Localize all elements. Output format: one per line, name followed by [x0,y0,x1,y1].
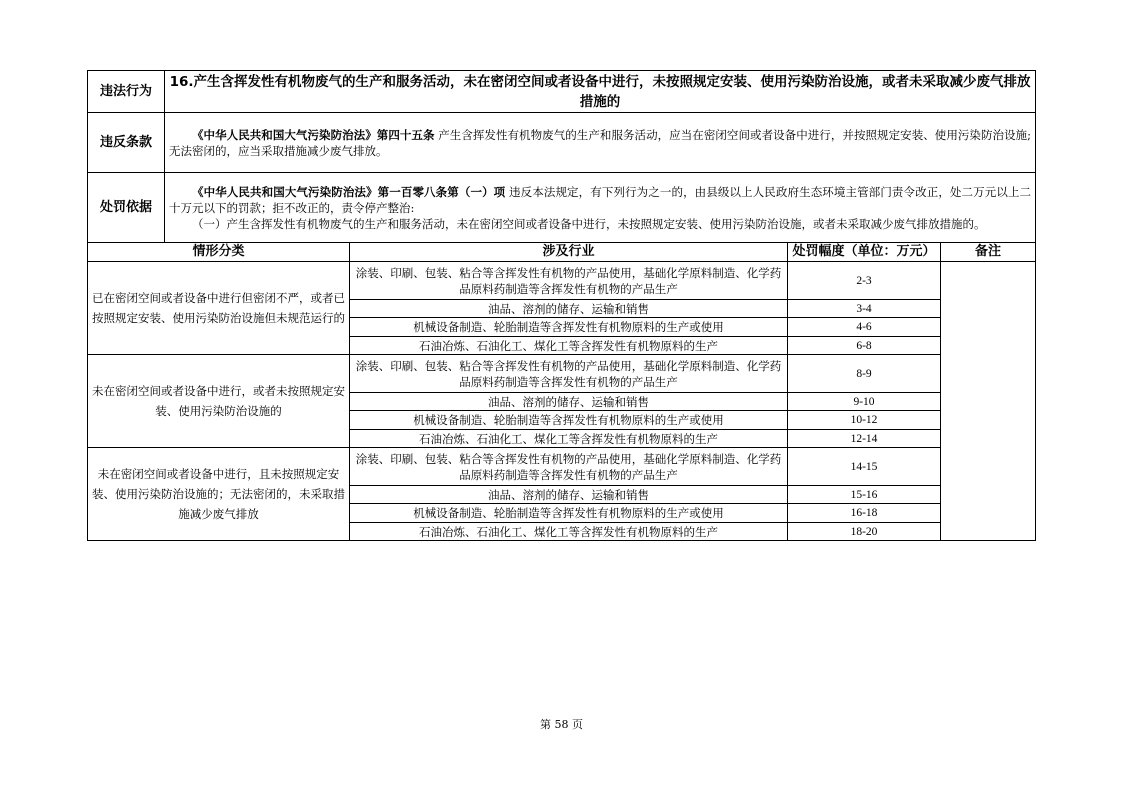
range-cell: 14-15 [788,448,941,486]
basis-label: 处罚依据 [88,173,165,243]
page-number: 第 58 页 [540,718,583,731]
category-cell: 未在密闭空间或者设备中进行，且未按照规定安装、使用污染防治设施的；无法密闭的，未采取措施减少废气排放 [88,448,350,541]
industry-cell: 油品、溶剂的储存、运输和销售 [350,300,788,318]
remark-cell [941,262,1036,541]
industry-cell: 涂装、印刷、包装、粘合等含挥发性有机物的产品使用，基础化学原料制造、化学药品原料药制造等含挥发性有机物的产品生产 [350,448,788,486]
penalty-table [87,70,1036,541]
clause-row [88,113,1036,173]
header-remark: 备注 [941,243,1036,262]
range-cell: 12-14 [788,430,941,448]
basis-row [88,173,1036,243]
range-cell: 10-12 [788,411,941,430]
category-cell: 未在密闭空间或者设备中进行，或者未按照规定安装、使用污染防治设施的 [88,355,350,448]
basis-item: （一）产生含挥发性有机物废气的生产和服务活动，未在密闭空间或者设备中进行，未按照规定安装、使用污染防治设施，或者未采取减少废气排放措施的。 [192,216,986,231]
category-cell: 已在密闭空间或者设备中进行但密闭不严，或者已按照规定安装、使用污染防治设施但未规范运行的 [88,262,350,355]
industry-cell: 油品、溶剂的储存、运输和销售 [350,486,788,504]
basis-content [165,173,1036,243]
violation-title: 16.产生含挥发性有机物废气的生产和服务活动，未在密闭空间或者设备中进行，未按照规定安装、使用污染防治设施，或者未采取减少废气排放措施的 [165,71,1036,113]
range-cell: 2-3 [788,262,941,300]
clause-text: 产生含挥发性有机物废气的生产和服务活动，应当在密闭空间或者设备中进行，并按照规定安装、使用污染防治设施;无法密闭的，应当采取措施减少废气排放。 [169,127,1032,158]
clause-law-name: 《中华人民共和国大气污染防治法》第四十五条 [192,127,435,142]
header-industry: 涉及行业 [350,243,788,262]
industry-cell: 机械设备制造、轮胎制造等含挥发性有机物原料的生产或使用 [350,504,788,523]
violation-label: 违法行为 [88,71,165,113]
range-cell: 16-18 [788,504,941,523]
table-row [88,448,1036,486]
clause-content [165,113,1036,173]
range-cell: 8-9 [788,355,941,393]
basis-text: 违反本法规定，有下列行为之一的，由县级以上人民政府生态环境主管部门责令改正，处二万元以上二十万元以下的罚款；拒不改正的，责令停产整治: [169,184,1032,215]
industry-cell: 涂装、印刷、包装、粘合等含挥发性有机物的产品使用，基础化学原料制造、化学药品原料药制造等含挥发性有机物的产品生产 [350,355,788,393]
range-cell: 4-6 [788,318,941,337]
industry-cell: 涂装、印刷、包装、粘合等含挥发性有机物的产品使用，基础化学原料制造、化学药品原料药制造等含挥发性有机物的产品生产 [350,262,788,300]
table-row [88,262,1036,300]
range-cell: 15-16 [788,486,941,504]
industry-cell: 石油冶炼、石油化工、煤化工等含挥发性有机物原料的生产 [350,523,788,541]
range-cell: 9-10 [788,393,941,411]
range-cell: 3-4 [788,300,941,318]
range-cell: 18-20 [788,523,941,541]
range-cell: 6-8 [788,337,941,355]
violation-row [88,71,1036,113]
industry-cell: 机械设备制造、轮胎制造等含挥发性有机物原料的生产或使用 [350,411,788,430]
industry-cell: 石油冶炼、石油化工、煤化工等含挥发性有机物原料的生产 [350,337,788,355]
industry-cell: 石油冶炼、石油化工、煤化工等含挥发性有机物原料的生产 [350,430,788,448]
header-range: 处罚幅度（单位：万元） [788,243,941,262]
table-row [88,355,1036,393]
clause-label: 违反条款 [88,113,165,173]
table-header-row [88,243,1036,262]
basis-law-name: 《中华人民共和国大气污染防治法》第一百零八条第（一）项 [192,184,506,199]
industry-cell: 机械设备制造、轮胎制造等含挥发性有机物原料的生产或使用 [350,318,788,337]
industry-cell: 油品、溶剂的储存、运输和销售 [350,393,788,411]
header-category: 情形分类 [88,243,350,262]
